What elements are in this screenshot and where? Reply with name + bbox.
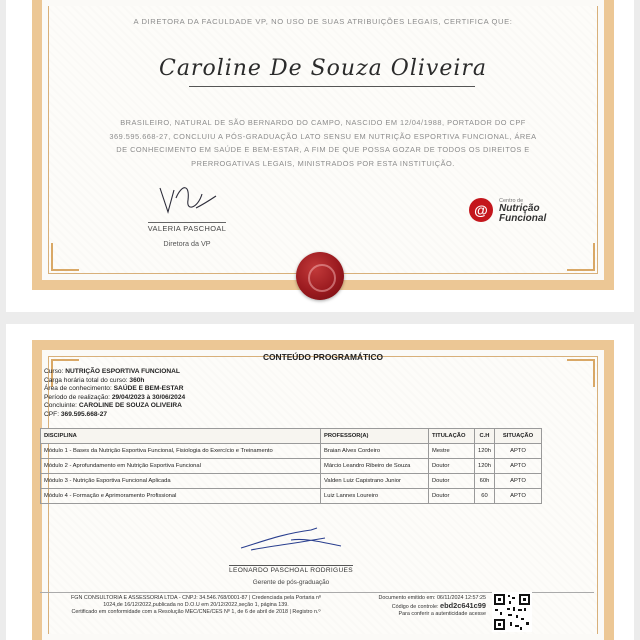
course-area: SAÚDE E BEM-ESTAR: [113, 385, 184, 393]
director-name: VALERIA PASCHOAL: [147, 224, 227, 233]
program-title: CONTEÚDO PROGRAMÁTICO: [262, 352, 384, 362]
certificate-front: [6, 0, 634, 312]
table-row: Módulo 2 - Aprofundamento em Nutrição Esportiva Funcional Márcio Leandro Ribeiro de Souza Doutor 120h APTO: [41, 459, 542, 474]
certificate-frame: [32, 0, 614, 290]
handwritten-signature: [221, 524, 361, 554]
course-workload: 360h: [129, 376, 145, 384]
certificate-back: [6, 324, 634, 640]
course-name: NUTRIÇÃO ESPORTIVA FUNCIONAL: [65, 368, 180, 375]
table-row: Módulo 1 - Bases da Nutrição Esportiva Funcional, Fisiologia do Exercício e Treinamento Braian Alves Cordeiro Mestre 120h APTO: [41, 444, 542, 459]
wax-seal-icon: [296, 252, 344, 300]
control-code: ebd2c641c99: [439, 601, 486, 610]
handwritten-signature: [152, 178, 222, 218]
director-role: Diretora da VP: [163, 239, 211, 248]
institution-footer: FGN CONSULTORIA E ASSESSORIA LTDA - CNPJ: 34.546.768/0001-87 | Credenciada pela Portaria nº 1024,de 16/12/2022,publicada no D.O.U em 20/12/2022,seção 1, página 139. Certificado em conformidade com a Resolução MEC/CNE/CES Nº 1, de 6 de abril de 2018 | Registro n.º: [71, 595, 321, 615]
authentication-info: Documento emitido em: 06/11/2024 12:57:25 Código de controle: ebd2c641c99 Para conferir a autenticidade acesse: [366, 595, 486, 618]
table-row: Módulo 4 - Formação e Aprimoramento Profissional Luiz Lannes Loureiro Doutor 60 APTO: [41, 489, 542, 504]
manager-name: LEONARDO PASCHOAL RODRIGUES: [229, 567, 353, 574]
table-row: Módulo 3 - Nutrição Esportiva Funcional Aplicada Valden Luiz Capistrano Junior Doutor 60h APTO: [41, 474, 542, 489]
certify-statement: A DIRETORA DA FACULDADE VP, NO USO DE SUAS ATRIBUIÇÕES LEGAIS, CERTIFICA QUE:: [133, 17, 513, 26]
graduate-name: CAROLINE DE SOUZA OLIVEIRA: [78, 402, 182, 410]
issue-date: Documento emitido em: 06/11/2024 12:57:25: [378, 595, 486, 601]
centro-nutricao-funcional-logo: @ Centro de Nutrição Funcional: [469, 194, 579, 234]
manager-role: Gerente de pós-graduação: [252, 579, 330, 586]
course-period: 29/04/2023 à 30/06/2024: [111, 393, 186, 401]
director-signature-block: [127, 178, 247, 248]
certificate-body-text: BRASILEIRO, NATURAL DE SÃO BERNARDO DO CAMPO, NASCIDO EM 12/04/1988, PORTADOR DO CPF 369.595.668-27, CONCLUIU A PÓS-GRADUAÇÃO LATO SENSU EM NUTRIÇÃO ESPORTIVA FUNCIONAL, ÁREA DE CONHECIMENTO EM SAÚDE E BEM-ESTAR, A FIM DE QUE POSSA GOZAR DE TODOS OS DIREITOS E PRERROGATIVAS LEGAIS, MINISTRADOS POR ESTA INSTITUIÇÃO.: [109, 118, 537, 168]
qr-code-icon[interactable]: [492, 592, 532, 632]
recipient-name: Caroline De Souza Oliveira: [158, 56, 488, 81]
graduate-cpf: 369.595.668-27: [60, 410, 108, 418]
disciplines-table: [40, 428, 542, 504]
table-header-row: DISCIPLINA PROFESSOR(A) TITULAÇÃO C.H SITUAÇÃO: [41, 429, 542, 444]
logo-mark-icon: @: [469, 198, 493, 222]
course-info: Curso: NUTRIÇÃO ESPORTIVA FUNCIONAL Carga horária total do curso: 360h Área de conhecimento: SAÚDE E BEM-ESTAR Período de realização: 29/04/2023 à 30/06/2024 Concluinte: CAROLINE DE SOUZA OLIVEIRA CPF: 369.595.668-27: [44, 368, 186, 418]
manager-signature-block: [216, 524, 366, 586]
